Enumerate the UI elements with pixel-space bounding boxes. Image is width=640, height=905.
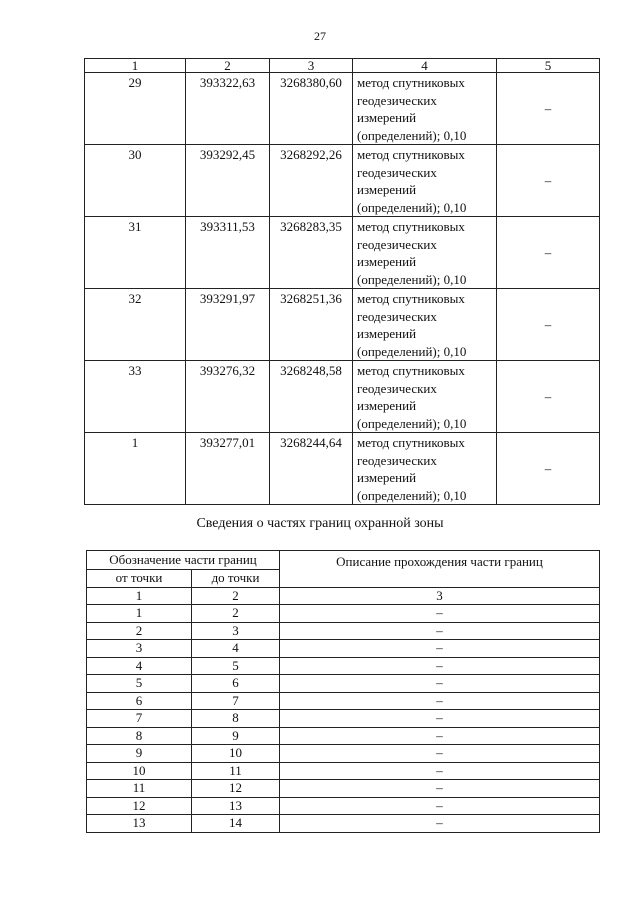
header-from-point: от точки [87,570,192,588]
table-row [87,745,600,763]
coordinates-table [84,58,600,505]
table-row [85,361,600,433]
table-row [87,727,600,745]
point-number: 32 [85,289,186,361]
determination-method [353,361,497,433]
table-row [87,640,600,658]
method-line: измерений [357,326,417,341]
coordinate-y: 3268248,58 [270,361,353,433]
to-point: 12 [192,780,280,798]
from-point: 10 [87,762,192,780]
boundary-description: – [280,797,600,815]
from-point: 8 [87,727,192,745]
method-line: геодезических [357,380,437,396]
from-point: 9 [87,745,192,763]
coordinate-x: 393276,32 [186,361,270,433]
table-row [87,622,600,640]
determination-method [353,433,497,505]
point-number: 1 [85,433,186,505]
table-row [87,675,600,693]
from-point: 5 [87,675,192,693]
from-point: 12 [87,797,192,815]
table-row [85,289,600,361]
coordinate-x: 393292,45 [186,145,270,217]
method-line: (определений); 0,10 [357,415,467,431]
boundary-description: – [280,780,600,798]
to-point: 5 [192,657,280,675]
boundary-description: – [280,675,600,693]
coordinate-y: 3268244,64 [270,433,353,505]
method-line: (определений); 0,10 [357,127,467,143]
from-point: 13 [87,815,192,833]
section-title: Сведения о частях границ охранной зоны [196,516,444,531]
from-point: 6 [87,692,192,710]
column-5-value: – [497,73,600,145]
from-point: 4 [87,657,192,675]
column-number-1: 1 [85,59,186,73]
column-number-5: 5 [497,59,600,73]
to-point: 3 [192,622,280,640]
column-5-value: – [497,217,600,289]
method-line: измерений [357,182,417,197]
point-number: 30 [85,145,186,217]
coordinate-y: 3268283,35 [270,217,353,289]
from-point: 2 [87,622,192,640]
to-point: 6 [192,675,280,693]
method-line: метод спутниковых [357,147,465,162]
table-row [85,217,600,289]
to-point: 14 [192,815,280,833]
column-number-3: 3 [280,587,600,605]
determination-method [353,145,497,217]
from-point: 1 [87,605,192,623]
table-row [87,710,600,728]
point-number: 31 [85,217,186,289]
column-5-value: – [497,433,600,505]
page-number: 27 [314,29,326,43]
to-point: 13 [192,797,280,815]
method-line: (определений); 0,10 [357,199,467,215]
method-line: геодезических [357,236,437,252]
determination-method [353,73,497,145]
coordinate-x: 393277,01 [186,433,270,505]
table-row [87,605,600,623]
method-line: метод спутниковых [357,363,465,378]
table-row [87,692,600,710]
coordinates-table-header-row [85,59,600,73]
column-number-3: 3 [270,59,353,73]
method-line: метод спутниковых [357,291,465,306]
method-line: измерений [357,110,417,125]
column-5-value: – [497,361,600,433]
boundary-description: – [280,692,600,710]
boundary-description: – [280,640,600,658]
coordinate-y: 3268251,36 [270,289,353,361]
to-point: 9 [192,727,280,745]
header-to-point: до точки [192,570,280,588]
column-5-value: – [497,145,600,217]
boundary-description: – [280,710,600,728]
coordinate-x: 393322,63 [186,73,270,145]
table-row [87,815,600,833]
table-row [85,73,600,145]
method-line: (определений); 0,10 [357,343,467,359]
table-row [87,780,600,798]
table-row [87,797,600,815]
column-5-value: – [497,289,600,361]
parts-numbering-row [87,587,600,605]
boundary-description: – [280,727,600,745]
to-point: 2 [192,605,280,623]
method-line: измерений [357,470,417,485]
determination-method [353,217,497,289]
header-boundary-description: Описание прохождения части границ [280,551,600,588]
method-line: метод спутниковых [357,75,465,90]
to-point: 11 [192,762,280,780]
to-point: 7 [192,692,280,710]
table-row [85,433,600,505]
to-point: 4 [192,640,280,658]
method-line: метод спутниковых [357,219,465,234]
method-line: метод спутниковых [357,435,465,450]
point-number: 29 [85,73,186,145]
to-point: 8 [192,710,280,728]
from-point: 11 [87,780,192,798]
column-number-2: 2 [192,587,280,605]
boundary-description: – [280,815,600,833]
table-row [87,762,600,780]
column-number-1: 1 [87,587,192,605]
coordinate-x: 393311,53 [186,217,270,289]
boundary-parts-table [86,550,600,833]
boundary-description: – [280,657,600,675]
method-line: геодезических [357,452,437,468]
coordinate-y: 3268292,26 [270,145,353,217]
determination-method [353,289,497,361]
boundary-description: – [280,745,600,763]
method-line: геодезических [357,164,437,180]
coordinate-x: 393291,97 [186,289,270,361]
from-point: 3 [87,640,192,658]
coordinate-y: 3268380,60 [270,73,353,145]
method-line: измерений [357,254,417,269]
parts-header-row [87,551,600,570]
table-row [87,657,600,675]
method-line: (определений); 0,10 [357,271,467,287]
table-row [85,145,600,217]
point-number: 33 [85,361,186,433]
boundary-description: – [280,762,600,780]
column-number-4: 4 [353,59,497,73]
method-line: геодезических [357,308,437,324]
from-point: 7 [87,710,192,728]
column-number-2: 2 [186,59,270,73]
to-point: 10 [192,745,280,763]
boundary-description: – [280,622,600,640]
method-line: геодезических [357,92,437,108]
method-line: (определений); 0,10 [357,487,467,503]
header-boundary-part-designation: Обозначение части границ [87,551,280,570]
method-line: измерений [357,398,417,413]
boundary-description: – [280,605,600,623]
